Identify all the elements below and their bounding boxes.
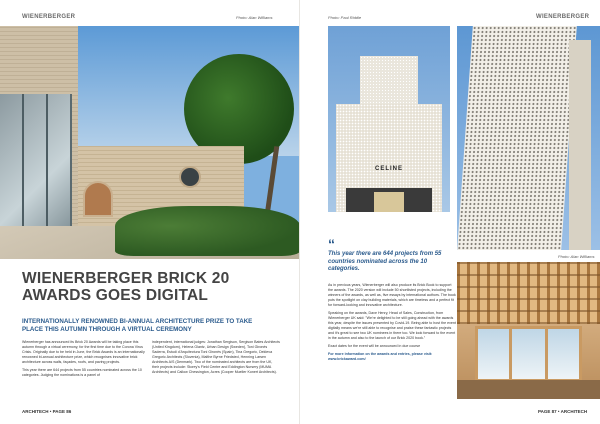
round-window [179,166,201,188]
article-subhead: INTERNATIONALLY RENOWNED BI-ANNUAL ARCHITECTURE PRIZE TO TAKE PLACE THIS AUTUMN THROUGH A VIRTUAL CEREMONY [22,318,253,333]
page-footer: ARCHITECH • PAGE 86 [22,409,72,414]
body-paragraph: independent, international judges: Jonathan Sergison, Sergison Bates Architects (United Kingdom), Helena Glantz, Urban Design (Sweden), Toni Gironès Saderra, Estudi d'Arquitectura Toni Gironès (Spain), Tina Gregoric, Dekleva Gregoric Architects (Slovenia), Malthe Byrne Friedsted, Henning Larsen Architects A/S (Denmark). Two of the nominated architects are from the UK, their projects include: Storey's Field Centre and Eddington Nursery (MUMA Architects) and Callow Chessington, Acres (Cooper Mueller Konert Architects). [152,340,280,374]
body-column-2 [152,340,280,378]
body-paragraph: Speaking on the awards, Dave Henry, Head of Sales, Construction, from Wienerberger UK said: "We're delighted to be still going ahead with the awards this year, despite the issues presented by Covid-19. Being able to host the event digitally means we're still able to recognise and praise these fantastic projects and it's great to see two UK nominees in there too. We look forward to the event in the autumn and also to the launch of our Brick 2020 book." [328,311,456,340]
mullion [46,94,48,242]
page-footer: PAGE 87 • ARCHITECH [538,409,588,414]
courtyard-photo [0,26,300,259]
facade-side [569,40,591,250]
right-page [300,0,600,424]
body-paragraph: This year there are 644 projects from 55 countries nominated across the 10 categories. Judging the nominations is a panel of [22,368,142,377]
photo-credit: Photo: Alan Williams [558,254,595,259]
mullion [545,326,548,382]
shrubs [115,206,300,256]
mullion [509,326,512,382]
arched-door [83,181,113,217]
mullion [22,94,24,242]
body-paragraph: Exact dates for the event will be announced in due course [328,344,421,348]
timber-interior-photo [457,262,600,399]
storefront-photo [328,26,450,212]
awards-link[interactable]: For more information on the awards and entries, please visit: www.brickaward.com/ [328,352,433,361]
photo-credit: Photo: Paul Riddle [328,15,362,20]
timber-cross-beams [457,262,600,324]
storefront-sign: CELINE [374,166,403,172]
body-column-1 [22,340,146,381]
body-paragraph: Wienerberger has announced its Brick 20 Awards will be taking place this autumn through a virtual ceremony, for the first time due to the Corona Virus Crisis. Originally due to be held in June, the Brick Awards is an internationally renowned bi-annual architecture prize, which recognises innovative brick architecture across walls, façades, roofs, and paving projects. [22,340,145,364]
body-paragraph: As in previous years, Wienerberger will also produce its Brick Book to support the awards. The 2020 version will include 50 shortlisted projects, including the winners of the awards, as well as, five essays by international authors. The book puts the spotlight on clay building materials, which are timeless and a perfect fit for forward-looking and innovative architecture. [328,283,456,307]
body-column-3 [328,283,456,365]
shop-window [374,192,404,212]
facade-photo [457,26,600,250]
brand-label: WIENERBERGER [536,14,590,20]
quote-icon: “ [328,236,335,252]
floor [457,380,600,399]
article-headline: WIENERBERGER BRICK 20 AWARDS GOES DIGITAL [22,270,230,304]
pull-quote: This year there are 644 projects from 55 countries nominated across the 10 categories. [328,251,442,273]
brand-label: WIENERBERGER [22,14,76,20]
glazed-wall [475,326,582,382]
glazing [0,94,72,242]
photo-credit: Photo: Alan Williams [236,15,273,20]
perforated-brick-wall [457,26,577,250]
